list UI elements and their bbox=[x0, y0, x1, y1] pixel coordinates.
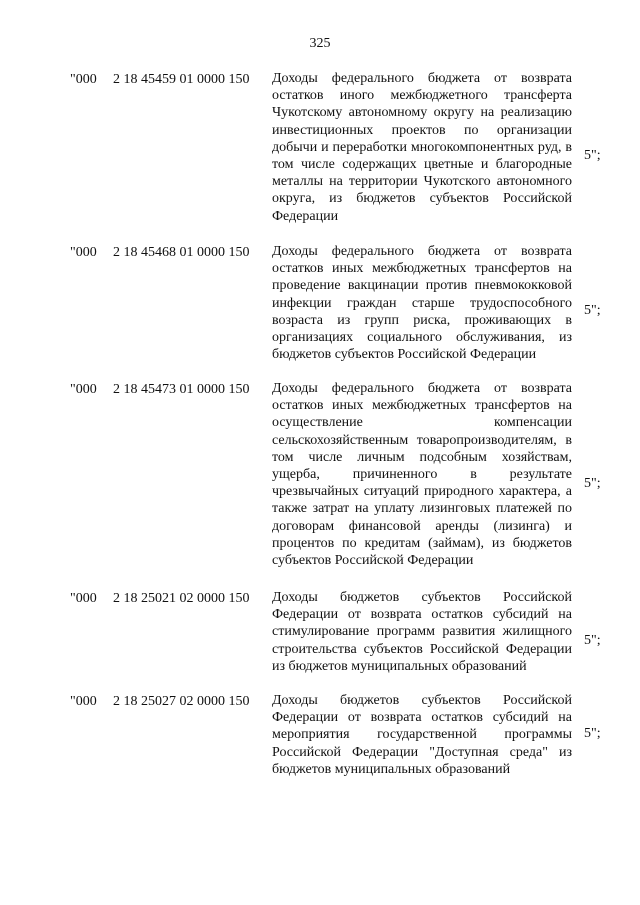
budget-code: 2 18 45468 01 0000 150 bbox=[113, 245, 250, 260]
budget-code: 2 18 45473 01 0000 150 bbox=[113, 382, 250, 397]
entry-description: Доходы бюджетов субъектов Российской Федерации от возврата остатков субсидий на стимулирование программ развития жилищного строительства субъектов Российской Федерации из бюджетов муниципальных образований bbox=[272, 590, 572, 674]
entry-prefix: "000 bbox=[70, 591, 97, 606]
entry-description: Доходы федерального бюджета от возврата остатков иного межбюджетного трансферта Чукотскому автономному округу на реализацию инвестиционных проектов по организации добычи и переработки многокомпонентных руд, в том числе содержащих цветные и благородные металлы на территории Чукотского автономного округа, из бюджетов субъектов Российской Федерации bbox=[272, 71, 572, 224]
entry-description: Доходы федерального бюджета от возврата остатков иных межбюджетных трансфертов на осуществление компенсации сельскохозяйственным товаропроизводителям, в том числе личным подсобным хозяйствам, ущерба, причиненного в результате чрезвычайных ситуаций природного характера, а также затрат на уплату лизинговых платежей по договорам финансовой аренды (лизинга) и процентов по кредитам (займам), из бюджетов субъектов Российской Федерации bbox=[272, 381, 572, 569]
list-item bbox=[0, 692, 640, 782]
budget-code: 2 18 25021 02 0000 150 bbox=[113, 591, 250, 606]
entry-suffix: 5"; bbox=[584, 476, 601, 491]
entry-suffix: 5"; bbox=[584, 148, 601, 163]
list-item bbox=[0, 380, 640, 585]
entry-description: Доходы федерального бюджета от возврата остатков иных межбюджетных трансфертов на проведение вакцинации против пневмококковой инфекции граждан старше трудоспособного возраста из групп риска, проживающих в организациях социального обслуживания, из бюджетов субъектов Российской Федерации bbox=[272, 244, 572, 363]
list-item bbox=[0, 243, 640, 376]
entry-prefix: "000 bbox=[70, 72, 97, 87]
budget-code: 2 18 25027 02 0000 150 bbox=[113, 694, 250, 709]
budget-code: 2 18 45459 01 0000 150 bbox=[113, 72, 250, 87]
entry-description: Доходы бюджетов субъектов Российской Федерации от возврата остатков субсидий на мероприятия государственной программы Российской Федерации "Доступная среда" из бюджетов муниципальных образований bbox=[272, 693, 572, 777]
entry-prefix: "000 bbox=[70, 694, 97, 709]
entry-suffix: 5"; bbox=[584, 303, 601, 318]
list-item bbox=[0, 70, 640, 238]
list-item bbox=[0, 589, 640, 689]
entry-suffix: 5"; bbox=[584, 633, 601, 648]
entry-prefix: "000 bbox=[70, 382, 97, 397]
page-number: 325 bbox=[309, 36, 331, 51]
entry-prefix: "000 bbox=[70, 245, 97, 260]
entry-suffix: 5"; bbox=[584, 726, 601, 741]
